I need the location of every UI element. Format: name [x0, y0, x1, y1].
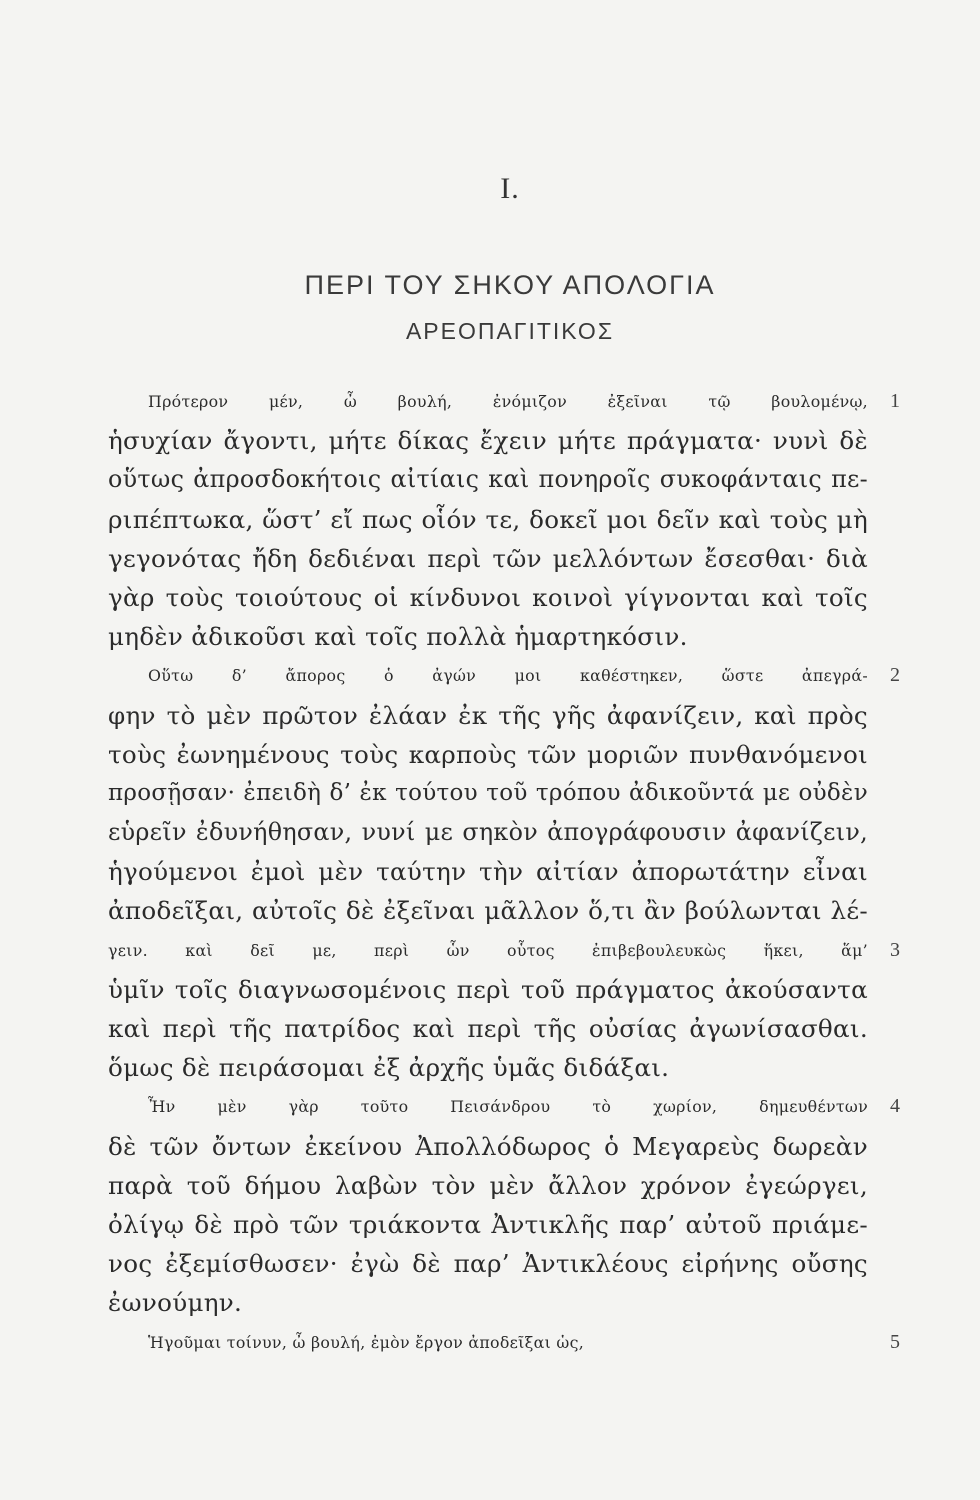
- text-line-content: ὀλίγῳ δὲ πρὸ τῶν τριάκοντα Ἀντικλῆς παρ’ αὐτοῦ πριάμε-: [108, 1209, 868, 1239]
- text-line-content: γὰρ τοὺς τοιούτους οἱ κίνδυνοι κοινοὶ γίγνονται καὶ τοῖς: [108, 582, 868, 612]
- chapter-number: I.: [500, 172, 520, 205]
- text-line-content: ἐωνούμην.: [108, 1288, 243, 1318]
- text-line-content: Ἡγοῦμαι τοίνυν, ὦ βουλή, ἐμὸν ἔργον ἀποδεῖξαι ὡς,: [148, 1332, 585, 1352]
- text-line: [108, 931, 901, 970]
- text-line: [108, 382, 901, 421]
- greek-text-body: [108, 382, 901, 1362]
- text-line-content: δὲ τῶν ὄντων ἐκείνου Ἀπολλόδωρος ὁ Μεγαρεὺς δωρεὰν: [108, 1131, 868, 1161]
- speech-title: ΠΕΡΙ ΤΟΥ ΣΗΚΟΥ ΑΠΟΛΟΓΙΑ: [304, 270, 716, 300]
- text-line: [108, 656, 901, 695]
- text-line: [108, 1087, 901, 1126]
- text-line-content: ριπέπτωκα, ὥστ’ εἴ πως οἷόν τε, δοκεῖ μοι δεῖν καὶ τοὺς μὴ: [108, 504, 868, 534]
- text-line-content: καὶ περὶ τῆς πατρίδος καὶ περὶ τῆς οὐσίας ἀγωνίσασθαι.: [108, 1014, 868, 1043]
- section-number: 5: [890, 1330, 901, 1353]
- text-line: [108, 1323, 901, 1362]
- text-line: [108, 735, 868, 774]
- text-line: [108, 578, 868, 617]
- section-number: 1: [890, 390, 901, 412]
- text-line-content: γειν. καὶ δεῖ με, περὶ ὧν οὗτος ἐπιβεβουλευκὼς ἥκει, ἅμ’: [108, 940, 868, 960]
- text-line-content: Πρότερον μέν, ὦ βουλή, ἐνόμιζον ἐξεῖναι τῷ βουλομένῳ,: [148, 392, 868, 411]
- text-line-content: ὅμως δὲ πειράσομαι ἐξ ἀρχῆς ὑμᾶς διδάξαι.: [108, 1053, 670, 1083]
- speech-subtitle: ΑΡΕΟΠΑΓΙΤΙΚΟΣ: [405, 318, 615, 344]
- text-line: [108, 617, 868, 656]
- text-line-content: ὑμῖν τοῖς διαγνωσομένοις περὶ τοῦ πράγματος ἀκούσαντα: [108, 974, 868, 1004]
- text-line: [108, 421, 868, 460]
- text-line: [108, 460, 868, 499]
- text-line-content: οὕτως ἀπροσδοκήτοις αἰτίαις καὶ πονηροῖς συκοφάνταις πε-: [108, 465, 868, 494]
- section-number: 2: [890, 664, 901, 687]
- text-line-content: προσῇσαν· ἐπειδὴ δ’ ἐκ τούτου τοῦ τρόπου ἀδικοῦντά με οὐδὲν: [108, 779, 868, 806]
- text-line-content: εὑρεῖν ἐδυνήθησαν, νυνί με σηκὸν ἀπογράφουσιν ἀφανίζειν,: [108, 818, 868, 847]
- text-line: [108, 1166, 868, 1205]
- text-line: [108, 813, 868, 852]
- text-line-content: μηδὲν ἀδικοῦσι καὶ τοῖς πολλὰ ἡμαρτηκόσιν.: [108, 622, 688, 652]
- text-line-content: ἀποδεῖξαι, αὐτοῖς δὲ ἐξεῖναι μᾶλλον ὅ,τι ἂν βούλωνται λέ-: [108, 896, 868, 926]
- text-line: [108, 1244, 868, 1283]
- text-line: [108, 852, 868, 891]
- text-line: [108, 1048, 868, 1087]
- text-line: [108, 891, 868, 930]
- text-line-content: ἡσυχίαν ἄγοντι, μήτε δίκας ἔχειν μήτε πράγματα· νυνὶ δὲ: [108, 426, 868, 456]
- text-line: [108, 696, 868, 735]
- section-number: 3: [890, 938, 901, 961]
- text-line: [108, 970, 868, 1009]
- text-line: [108, 1127, 868, 1166]
- text-line-content: φην τὸ μὲν πρῶτον ἐλάαν ἐκ τῆς γῆς ἀφανίζειν, καὶ πρὸς: [108, 700, 868, 730]
- text-line-content: ἡγούμενοι ἐμοὶ μὲν ταύτην τὴν αἰτίαν ἀπορωτάτην εἶναι: [108, 857, 868, 887]
- text-line-content: γεγονότας ἤδη δεδιέναι περὶ τῶν μελλόντων ἔσεσθαι· διὰ: [108, 543, 868, 573]
- text-line: [108, 539, 868, 578]
- text-line: [108, 500, 868, 539]
- text-line-content: παρὰ τοῦ δήμου λαβὼν τὸν μὲν ἄλλον χρόνον ἐγεώργει,: [108, 1170, 868, 1200]
- text-line: [108, 1009, 868, 1048]
- section-number: 4: [890, 1095, 901, 1118]
- text-line-content: Οὕτω δ’ ἄπορος ὁ ἀγών μοι καθέστηκεν, ὥστε ἀπεγρά-: [148, 666, 868, 686]
- text-line-content: νος ἐξεμίσθωσεν· ἐγὼ δὲ παρ’ Ἀντικλέους εἰρήνης οὔσης: [108, 1249, 868, 1279]
- text-line: [108, 774, 868, 813]
- text-line-content: τοὺς ἐωνημένους τοὺς καρποὺς τῶν μοριῶν πυνθανόμενοι: [108, 739, 868, 769]
- text-line: [108, 1205, 868, 1244]
- text-line: [108, 1283, 868, 1322]
- text-line-content: Ἦν μὲν γὰρ τοῦτο Πεισάνδρου τὸ χωρίον, δημευθέντων: [148, 1097, 868, 1117]
